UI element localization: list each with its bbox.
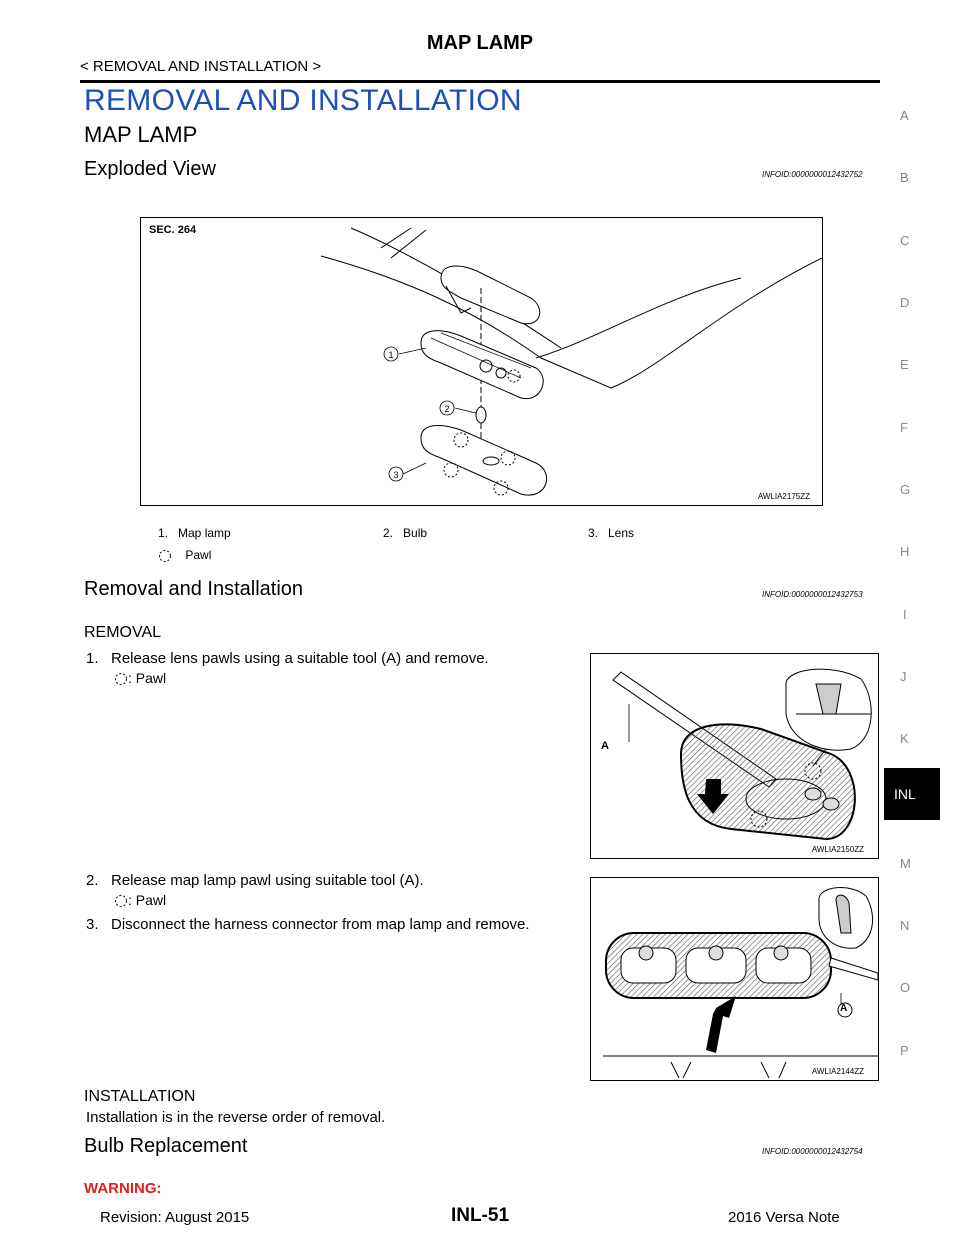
tool-a-label: A	[840, 1003, 848, 1014]
step-2-pawl-row	[114, 892, 166, 908]
callout-1: 1	[388, 350, 394, 360]
step-2: 2. Release map lamp pawl using suitable tool (A).	[86, 872, 424, 889]
side-index-letter[interactable]: H	[900, 544, 910, 559]
side-index-letter[interactable]: G	[900, 482, 911, 497]
tool-a-label: A	[601, 740, 609, 752]
step-2-pawl-label: : Pawl	[128, 892, 167, 908]
pawl-icon	[114, 894, 128, 908]
warning-label: WARNING:	[84, 1180, 162, 1197]
callout-2: 2	[444, 404, 450, 414]
removal-installation-infoid: INFOID:0000000012432753	[762, 590, 863, 599]
side-index-letter[interactable]: O	[900, 980, 911, 995]
legend-map-lamp: 1. Map lamp	[158, 526, 231, 540]
side-index-letter[interactable]: J	[900, 669, 907, 684]
exploded-view-figure-id: AWLIA2175ZZ	[757, 492, 810, 501]
section-subtitle: MAP LAMP	[84, 122, 198, 147]
side-index-letter[interactable]: M	[900, 856, 911, 871]
exploded-view-figure	[140, 217, 823, 506]
removal-title: REMOVAL	[84, 624, 162, 641]
legend-pawl-label: Pawl	[185, 548, 212, 562]
header-rule	[80, 80, 880, 83]
lens-removal-figure	[590, 653, 879, 859]
side-index-letter[interactable]: A	[900, 108, 909, 123]
side-index-letter[interactable]: P	[900, 1043, 909, 1058]
breadcrumb: < REMOVAL AND INSTALLATION >	[80, 58, 322, 75]
exploded-view-infoid: INFOID:0000000012432752	[762, 170, 863, 179]
lens-removal-figure-id: AWLIA2150ZZ	[811, 845, 864, 854]
legend-lens: 3. Lens	[588, 526, 635, 540]
step-1-pawl-row	[114, 670, 166, 686]
current-section-tab[interactable]: INL	[884, 768, 940, 820]
callout-3: 3	[393, 470, 399, 480]
figure-sec-label: SEC. 264	[149, 224, 197, 236]
side-index-letter[interactable]: I	[903, 607, 907, 622]
map-lamp-removal-figure	[590, 877, 879, 1081]
page-header-title: MAP LAMP	[426, 32, 534, 54]
bulb-replacement-infoid: INFOID:0000000012432754	[762, 1147, 863, 1156]
installation-title: INSTALLATION	[84, 1088, 196, 1105]
side-index-letter[interactable]: C	[900, 233, 910, 248]
section-title: REMOVAL AND INSTALLATION	[84, 84, 522, 117]
side-index-letter[interactable]: F	[900, 420, 908, 435]
legend-pawl-row	[158, 548, 211, 563]
pawl-icon	[114, 672, 128, 686]
removal-installation-heading: Removal and Installation	[84, 578, 304, 600]
bulb-replacement-heading: Bulb Replacement	[84, 1135, 248, 1157]
side-index-letter[interactable]: K	[900, 731, 909, 746]
pawl-icon	[158, 549, 172, 563]
map-lamp-removal-illustration	[591, 878, 878, 1080]
step-3: 3. Disconnect the harness connector from map lamp and remove.	[86, 916, 530, 933]
side-index-letter[interactable]: E	[900, 357, 909, 372]
footer-model: 2016 Versa Note	[728, 1209, 840, 1226]
side-index-letter[interactable]: D	[900, 295, 910, 310]
lens-removal-illustration	[591, 654, 878, 858]
legend-bulb: 2. Bulb	[383, 526, 428, 540]
footer-page-number: INL-51	[450, 1205, 510, 1226]
step-1: 1. Release lens pawls using a suitable tool (A) and remove.	[86, 650, 489, 667]
map-lamp-removal-figure-id: AWLIA2144ZZ	[811, 1067, 864, 1076]
side-index-letter[interactable]: B	[900, 170, 909, 185]
installation-text: Installation is in the reverse order of removal.	[86, 1109, 386, 1126]
exploded-view-heading: Exploded View	[84, 158, 216, 180]
footer-revision: Revision: August 2015	[100, 1209, 250, 1226]
step-1-pawl-label: : Pawl	[128, 670, 167, 686]
side-index-letter[interactable]: N	[900, 918, 910, 933]
exploded-view-illustration	[141, 218, 822, 505]
